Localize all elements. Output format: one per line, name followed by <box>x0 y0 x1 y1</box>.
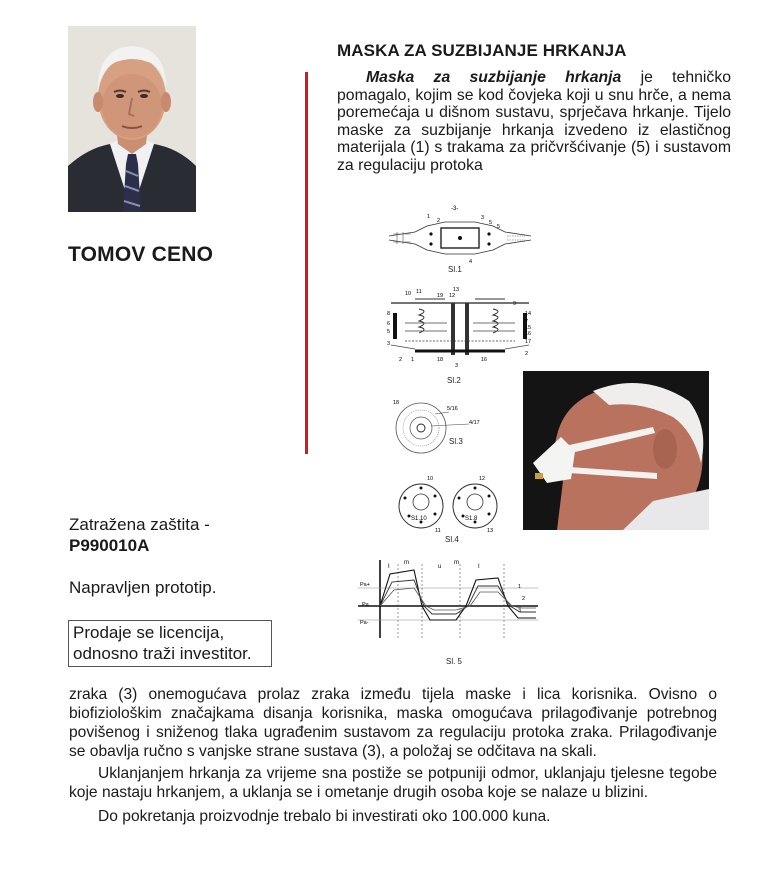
figure-3-caption: Sl.3 <box>449 437 463 446</box>
fig2-label: 1 <box>411 357 415 363</box>
fig5-label: 1 <box>518 584 522 590</box>
author-portrait <box>68 26 196 212</box>
figure-2-caption: Sl.2 <box>447 376 461 385</box>
fig4-label: 12 <box>479 476 486 482</box>
fig2-label: 8 <box>387 311 391 317</box>
fig1-label: -3- <box>451 206 459 212</box>
fig2-label: 11 <box>416 289 422 295</box>
fig2-label: 17 <box>525 339 532 345</box>
fig2-label: 16 <box>525 331 532 337</box>
license-line-1: Prodaje se licencija, <box>73 623 225 642</box>
fig5-label: 2 <box>522 596 526 602</box>
figure-5-pressure-diagram <box>358 558 540 675</box>
fig2-label: 6 <box>387 321 391 327</box>
fig2-label: 9 <box>513 301 517 307</box>
mask-wearer-photo <box>523 371 709 530</box>
author-name: TOMOV CENO <box>68 243 214 266</box>
fig2-label: 2 <box>399 357 403 363</box>
fig2-label: 12 <box>449 293 456 299</box>
intro-text: je tehničko pomagalo, kojim se kod čovjeka koji u snu hrče, a nema poremećaja u dišnom sustavu, sprječava hrkanje. Tijelo maske za suzbijanje hrkanja izvedeno iz elastičnog materijala (1) s trakama za pričvršćivanje (5) i sustavom za regulaciju protoka <box>337 69 731 174</box>
fig4-label: S1.10 <box>411 516 427 522</box>
figure-2-diagram <box>385 285 535 394</box>
fig3-label: 18 <box>393 400 400 406</box>
fig1-label: 5 <box>489 220 493 226</box>
fig4-label: 10 <box>427 476 434 482</box>
fig5-label: u <box>438 564 442 570</box>
body-paragraph-2: Uklanjanjem hrkanja za vrijeme sna postiže se potpuniji odmor, uklanjaju tjelesne tegobe koje nastaju hrkanjem, a uklanja se i ometanje drugih osoba koje se nalaze u blizini. <box>69 765 717 801</box>
fig2-label: 13 <box>453 287 460 293</box>
fig5-label: 3 <box>518 608 522 614</box>
license-box <box>68 620 272 667</box>
fig5-label: m <box>404 560 409 566</box>
fig5-label: m <box>454 560 459 566</box>
fig3-label: 4/17 <box>469 420 480 426</box>
fig2-label: 7 <box>525 319 529 325</box>
fig2-label: 5 <box>387 329 391 335</box>
fig1-label: 1 <box>427 214 431 220</box>
page-title: MASKA ZA SUZBIJANJE HRKANJA <box>337 41 627 60</box>
body-paragraph-1: zraka (3) onemogućava prolaz zraka između tijela maske i lica korisnika. Ovisno o biofiziološkim značajkama disanja korisnika, maska omogućava prilagođivanje potrebnog povišenog i sniženog tlaka ugrađenim sustavom za regulaciju protoka zraka. Prilagođivanje se obavlja ručno s vanjske strane sustava (3), a položaj se odčitava na skali. <box>69 686 717 760</box>
intro-emphasis: Maska za suzbijanje hrkanja <box>366 69 622 86</box>
fig2-label: 15 <box>525 325 532 331</box>
fig1-label: 4 <box>469 259 473 265</box>
fig5-label: Pa+ <box>360 582 370 588</box>
figure-1-caption: Sl.1 <box>448 265 462 274</box>
body-paragraph-3: Do pokretanja proizvodnje trebalo bi investirati oko 100.000 kuna. <box>98 808 551 825</box>
fig2-label: 3 <box>387 341 391 347</box>
fig2-label: 16 <box>481 357 488 363</box>
fig1-label: 5 <box>497 224 501 230</box>
fig2-label: 19 <box>437 293 444 299</box>
prototype-status: Napravljen prototip. <box>69 578 217 597</box>
fig3-label: 5/16 <box>447 406 458 412</box>
protection-label: Zatražena zaštita - <box>69 515 210 534</box>
figure-1-diagram <box>385 200 535 281</box>
fig2-label: 18 <box>437 357 444 363</box>
fig4-label: S1.8 <box>465 516 478 522</box>
fig4-label: 11 <box>435 528 441 534</box>
fig5-label: I <box>388 564 390 570</box>
fig5-label: I <box>478 564 480 570</box>
fig2-label: 14 <box>525 311 532 317</box>
fig2-label: 10 <box>405 291 412 297</box>
fig1-label: 2 <box>437 218 441 224</box>
fig5-label: Pa <box>362 602 369 608</box>
license-line-2: odnosno traži investitor. <box>73 644 252 663</box>
fig2-label: 2 <box>525 351 529 357</box>
accent-divider <box>305 72 308 454</box>
patent-number: P990010A <box>69 536 150 555</box>
fig2-label: 3 <box>455 363 459 369</box>
fig1-label: 3 <box>481 215 485 221</box>
figure-4-caption: Sl.4 <box>445 535 459 544</box>
intro-paragraph <box>337 69 731 175</box>
figure-4-diagram <box>395 470 507 551</box>
figure-5-caption: Sl. 5 <box>446 657 463 666</box>
body-text <box>69 685 717 826</box>
fig4-label: 13 <box>487 528 494 534</box>
fig5-label: Pa- <box>360 620 369 626</box>
figure-3-diagram <box>385 398 495 463</box>
